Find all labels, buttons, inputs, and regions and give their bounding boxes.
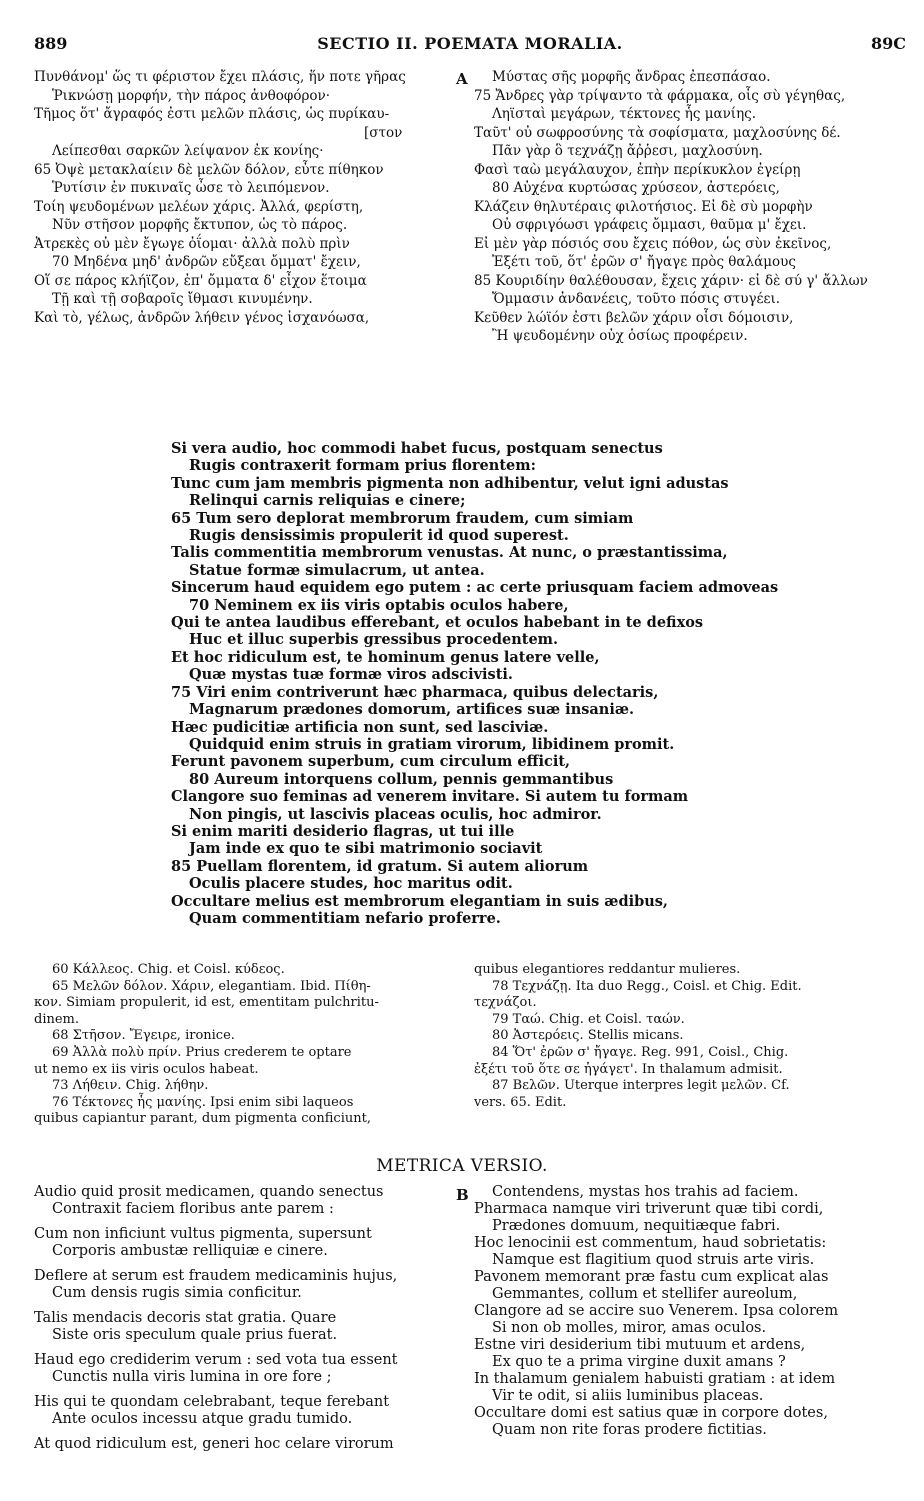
text-line: Clangore suo feminas ad venerem invitare. Si autem tu formam <box>171 788 689 806</box>
text-line: 68 Στῆσον. Ἔγειρε, ironice. <box>52 1028 235 1044</box>
text-line: His qui te quondam celebrabant, teque ferebant <box>34 1394 390 1410</box>
text-line: Rugis densissimis propulerit id quod superest. <box>189 527 569 545</box>
text-line: Gemmantes, collum et stellifer aureolum, <box>492 1286 798 1302</box>
text-line: Haud ego crediderim verum : sed vota tua essent <box>34 1352 398 1368</box>
latin-translation <box>171 440 791 927</box>
text-line: Cum densis rugis simia conficitur. <box>52 1285 302 1301</box>
text-line: Contraxit faciem floribus ante parem : <box>52 1201 334 1217</box>
text-line: Οὐ σφριγόωσι γράφεις ὄμμασι, θαῦμα μ' ἔχει. <box>492 217 807 234</box>
text-line: 78 Τεχνάζῃ. Ita duo Regg., Coisl. et Chig. Edit. <box>492 978 802 994</box>
running-title: SECTIO II. POEMATA MORALIA. <box>317 34 623 53</box>
greek-text-left-column <box>34 70 464 329</box>
text-line: 80 Ἀστερόεις. Stellis micans. <box>492 1028 684 1044</box>
text-line: 65 Tum sero deplorat membrorum fraudem, cum simiam <box>171 509 634 527</box>
text-line: Contendens, mystas hos trahis ad faciem. <box>492 1184 799 1200</box>
stanza-gap <box>34 1428 454 1436</box>
text-line: vers. 65. Edit. <box>474 1094 567 1110</box>
text-line: Λείπεσθαι σαρκῶν λείψανον ἐκ κονίης· <box>52 143 324 160</box>
text-line: Κεῦθεν λώϊόν ἐστι βελῶν χάριν οἷσι δόμοισιν, <box>474 309 794 326</box>
text-line: Quam non rite foras prodere fictitias. <box>492 1422 767 1438</box>
column-marker-b: B <box>456 1186 469 1204</box>
text-line: Quam commentitiam nefario proferre. <box>189 909 501 927</box>
stanza-gap <box>34 1218 454 1226</box>
section-heading: METRICA VERSIO. <box>376 1156 548 1176</box>
text-line: 80 Αὐχένα κυρτώσας χρύσεον, ἀστερόεις, <box>492 180 780 197</box>
text-line: Ληϊσταὶ μεγάρων, τέκτονες ἧς μανίης. <box>492 106 757 123</box>
text-line: Μύστας σῆς μορφῆς ἄνδρας ἐπεσπάσαο. <box>492 69 771 85</box>
text-line: 60 Κάλλεος. Chig. et Coisl. κύδεος. <box>52 962 285 977</box>
text-line: Ῥικνώσῃ μορφήν, τὴν πάρος ἀνθοφόρον· <box>52 87 331 104</box>
text-line: 76 Τέκτονες ἧς μανίης. Ipsi enim sibi laqueos <box>52 1094 354 1110</box>
text-line: Ex quo te a prima virgine duxit amans ? <box>492 1354 786 1370</box>
text-line: Εἰ μὲν γὰρ πόσιός σου ἔχεις πόθον, ὡς σὺν ἐκεῖνος, <box>474 235 832 252</box>
stanza-gap <box>34 1386 454 1394</box>
text-line: 70 Μηδένα μηδ' ἀνδρῶν εὔξεαι ὄμματ' ἔχειν, <box>52 254 361 271</box>
text-line: Ferunt pavonem superbum, cum circulum efficit, <box>171 753 571 771</box>
text-line: Prædones domuum, nequitiæque fabri. <box>492 1218 781 1234</box>
text-line: [στον <box>364 124 403 141</box>
text-line: 80 Aureum intorquens collum, pennis gemmantibus <box>189 770 614 788</box>
text-line: Si enim mariti desiderio flagras, ut tui ille <box>171 822 515 840</box>
text-line: Talis commentitia membrorum venustas. At nunc, o præstantissima, <box>171 544 728 562</box>
text-line: Cum non inficiunt vultus pigmenta, supersunt <box>34 1226 372 1242</box>
text-line: Huc et illuc superbis gressibus procedentem. <box>189 631 559 649</box>
text-line: ἐξέτι τοῦ ὅτε σε ἠγάγετ'. In thalamum admisit. <box>474 1061 783 1077</box>
text-line: Κλάζειν θηλυτέραις φιλοτήσιος. Εἰ δὲ σὺ μορφὴν <box>474 198 813 215</box>
text-line: Πυνθάνομ' ὥς τι φέριστον ἔχει πλάσις, ἥν ποτε γῆρας <box>34 69 406 85</box>
text-line: quibus elegantiores reddantur mulieres. <box>474 962 741 977</box>
text-line: Statue formæ simulacrum, ut antea. <box>189 561 485 579</box>
text-line: Non pingis, ut lascivis placeas oculis, hoc admiror. <box>189 805 602 823</box>
text-line: Ἢ ψευδομένην οὐχ ὁσίως προφέρειν. <box>492 328 748 345</box>
text-line: Qui te antea laudibus efferebant, et oculos habebant in te defixos <box>171 614 704 632</box>
text-line: 75 Ἄνδρες γὰρ τρίψαντο τὰ φάρμακα, οἷς σὺ γέγηθας, <box>474 87 846 104</box>
text-line: Estne viri desiderium tibi mutuum et ardens, <box>474 1337 806 1353</box>
text-line: Τῆμος ὅτ' ἄγραφός ἐστι μελῶν πλάσις, ὡς πυρίκαυ- <box>34 106 390 123</box>
text-line: Namque est flagitium quod struis arte viris. <box>492 1252 815 1268</box>
text-line: Magnarum prædones domorum, artifices suæ insaniæ. <box>189 701 635 719</box>
text-line: Quidquid enim struis in gratiam virorum, libidinem promit. <box>189 735 675 753</box>
text-line: ut nemo ex iis viris oculos habeat. <box>34 1061 259 1077</box>
text-line: At quod ridiculum est, generi hoc celare virorum <box>34 1436 394 1452</box>
text-line: Sincerum haud equidem ego putem : ac certe priusquam faciem admoveas <box>171 579 779 597</box>
text-line: Audio quid prosit medicamen, quando senectus <box>34 1184 384 1200</box>
text-line: Corporis ambustæ relliquiæ e cinere. <box>52 1243 328 1259</box>
page-number-left: 889 <box>34 34 68 53</box>
text-line: Siste oris speculum quale prius fuerat. <box>52 1327 338 1343</box>
metrica-versio-heading <box>0 1156 924 1176</box>
text-line: Καὶ τὸ, γέλως, ἀνδρῶν λήθειν γένος ἰσχανόωσα, <box>34 309 370 326</box>
text-line: 85 Puellam florentem, id gratum. Si autem aliorum <box>171 857 589 875</box>
text-line: 70 Neminem ex iis viris optabis oculos habere, <box>189 596 569 614</box>
text-line: Si vera audio, hoc commodi habet fucus, postquam senectus <box>171 440 663 457</box>
notes-left-column <box>34 962 454 1128</box>
metrica-right-column <box>474 1184 914 1439</box>
text-line: 85 Κουριδίην θαλέθουσαν, ἔχεις χάριν· εἰ δὲ σύ γ' ἄλλων <box>474 272 868 289</box>
text-line: Et hoc ridiculum est, te hominum genus latere velle, <box>171 648 600 666</box>
text-line: 79 Ταώ. Chig. et Coisl. ταών. <box>492 1011 685 1027</box>
text-line: Τῇ καὶ τῇ σοβαροῖς ἴθμασι κινυμένην. <box>52 291 313 308</box>
page-header <box>34 34 906 58</box>
text-line: Occultare domi est satius quæ in corpore dotes, <box>474 1405 828 1421</box>
text-line: Oculis placere studes, hoc maritus odit. <box>189 875 513 893</box>
text-line: Hoc lenocinii est commentum, haud sobrietatis: <box>474 1235 827 1251</box>
text-line: Clangore ad se accire suo Venerem. Ipsa colorem <box>474 1303 839 1319</box>
text-line: Φασὶ ταὼ μεγάλαυχον, ἐπὴν περίκυκλον ἐγείρῃ <box>474 161 801 178</box>
text-line: Occultare melius est membrorum elegantiam in suis ædibus, <box>171 892 668 910</box>
text-line: Hæc pudicitiæ artificia non sunt, sed lasciviæ. <box>171 718 549 736</box>
stanza-gap <box>34 1302 454 1310</box>
text-line: Νῦν στῆσον μορφῆς ἔκτυπον, ὡς τὸ πάρος. <box>52 217 348 234</box>
text-line: Rugis contraxerit formam prius florentem: <box>189 457 536 475</box>
text-line: Πᾶν γὰρ ὃ τεχνάζῃ ἄῤῥεσι, μαχλοσύνη. <box>492 143 763 160</box>
text-line: 87 Βελῶν. Uterque interpres legit μελῶν. Cf. <box>492 1078 790 1094</box>
text-line: dinem. <box>34 1011 80 1027</box>
text-line: In thalamum genialem habuisti gratiam : at idem <box>474 1371 836 1387</box>
text-line: Si non ob molles, miror, amas oculos. <box>492 1320 767 1336</box>
text-line: Ante oculos incessu atque gradu tumido. <box>52 1411 353 1427</box>
text-line: Οἵ σε πάρος κλήϊζον, ἐπ' ὄμματα δ' εἶχον ἕτοιμα <box>34 272 367 289</box>
text-line: τεχνάζοι. <box>474 995 537 1011</box>
text-line: Quæ mystas tuæ formæ viros adscivisti. <box>189 666 513 684</box>
text-line: Relinqui carnis reliquias e cinere; <box>189 492 466 510</box>
text-line: Vir te odit, si aliis luminibus placeas. <box>492 1388 764 1404</box>
text-line: Deflere at serum est fraudem medicaminis hujus, <box>34 1268 398 1284</box>
text-line: 69 Ἀλλὰ πολὺ πρίν. Prius crederem te optare <box>52 1044 352 1060</box>
text-line: Jam inde ex quo te sibi matrimonio sociavit <box>189 840 543 858</box>
text-line: 65 Μελῶν δόλον. Χάριν, elegantiam. Ibid. Πίθη- <box>52 978 371 994</box>
text-line: Cunctis nulla viris lumina in ore fore ; <box>52 1369 332 1385</box>
text-line: 84 Ὅτ' ἐρῶν σ' ἤγαγε. Reg. 991, Coisl., Chig. <box>492 1044 789 1060</box>
text-line: Ἀτρεκὲς οὐ μὲν ἔγωγε ὀΐομαι· ἀλλὰ πολὺ πρὶν <box>34 235 350 252</box>
text-line: Tunc cum jam membris pigmenta non adhibentur, velut igni adustas <box>171 474 729 492</box>
text-line: 73 Λήθειν. Chig. λήθην. <box>52 1078 209 1094</box>
text-line: Pharmaca namque viri triverunt quæ tibi cordi, <box>474 1201 824 1217</box>
stanza-gap <box>34 1344 454 1352</box>
text-line: Ἐξέτι τοῦ, ὅτ' ἐρῶν σ' ἤγαγε πρὸς θαλάμους <box>492 254 796 271</box>
greek-text-right-column <box>474 70 914 348</box>
metrica-left-column <box>34 1184 454 1453</box>
stanza-gap <box>34 1260 454 1268</box>
text-line: 75 Viri enim contriverunt hæc pharmaca, quibus delectaris, <box>171 683 659 701</box>
page-number-right: 89C <box>871 34 906 53</box>
text-line: Ταῦτ' οὐ σωφροσύνης τὰ σοφίσματα, μαχλοσύνης δέ. <box>474 124 841 141</box>
text-line: Ῥυτίσιν ἐν πυκιναῖς ὦσε τὸ λειπόμενον. <box>52 180 330 197</box>
text-line: quibus capiantur parant, dum pigmenta conficiunt, <box>34 1111 371 1127</box>
text-line: Pavonem memorant præ fastu cum explicat alas <box>474 1269 829 1285</box>
notes-right-column <box>474 962 914 1111</box>
text-line: 65 Ὀψὲ μετακλαίειν δὲ μελῶν δόλον, εὖτε πίθηκον <box>34 161 384 178</box>
text-line: Τοίη ψευδομένων μελέων χάρις. Ἀλλά, φερίστη, <box>34 198 364 215</box>
text-line: Ὄμμασιν ἀνδανέεις, τοῦτο πόσις στυγέει. <box>492 291 781 308</box>
column-marker-a: A <box>456 70 468 88</box>
text-line: Talis mendacis decoris stat gratia. Quare <box>34 1310 337 1326</box>
text-line: κον. Simiam propulerit, id est, ementitam pulchritu- <box>34 995 379 1011</box>
